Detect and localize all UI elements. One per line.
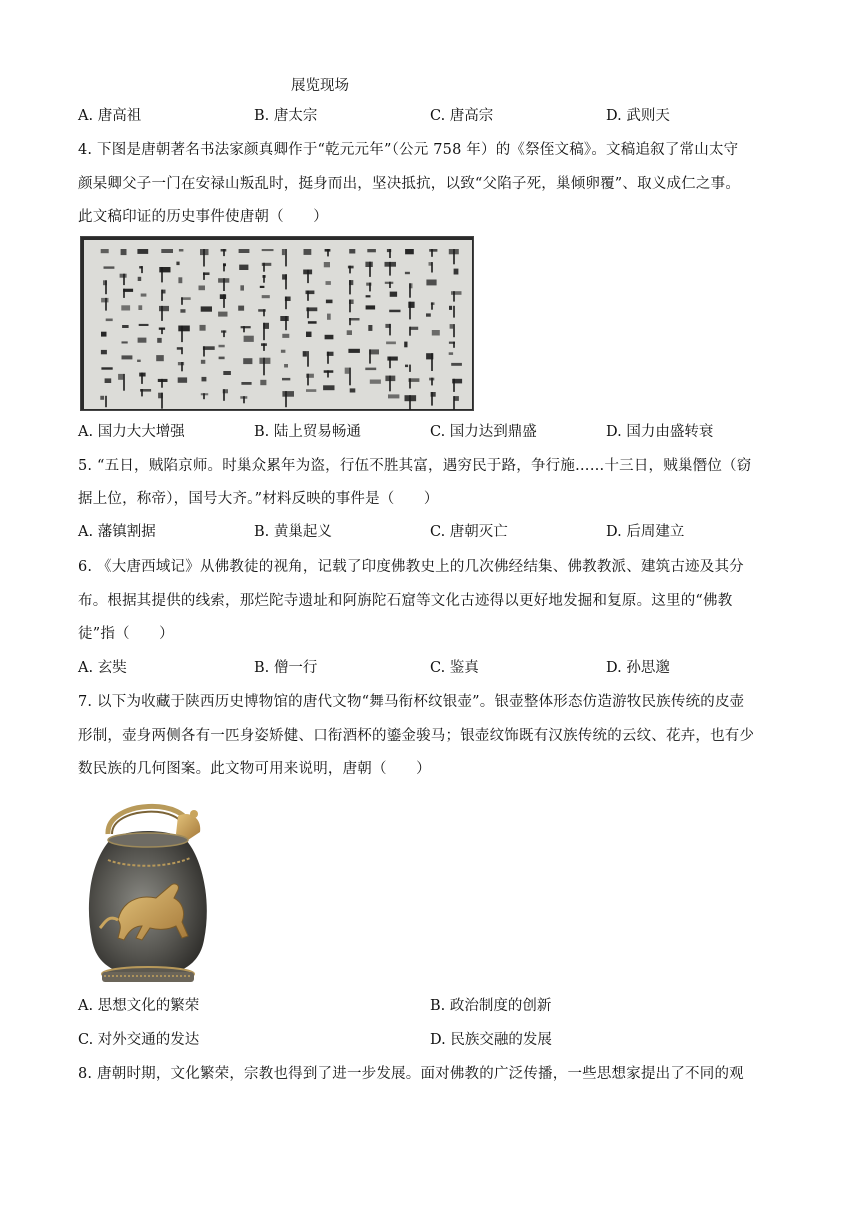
ink-stroke [243, 326, 245, 332]
ink-stroke [449, 352, 453, 355]
ink-stroke [141, 373, 143, 384]
ink-stroke [431, 353, 433, 371]
q4-stem-line-2: 颜杲卿父子一门在安禄山叛乱时，挺身而出，坚决抵抗，以致“父陷子死，巢倾卵覆”、取义成仁之事。 [78, 176, 741, 192]
ink-stroke [285, 297, 287, 310]
ink-stroke [453, 396, 455, 410]
ink-stroke [101, 350, 107, 354]
ink-stroke [141, 266, 143, 273]
q4-stem-line-1: 4. 下图是唐朝著名书法家颜真卿作于“乾元元年”（公元 758 年）的《祭侄文稿》。文稿追叙了常山太守 [78, 142, 739, 158]
ink-stroke [176, 262, 179, 266]
q7-stem-line-2: 形制，壶身两侧各有一匹身姿矫健、口衔酒杯的鎏金骏马；银壶纹饰既有汉族传统的云纹、花卉，也有少 [78, 728, 755, 744]
ink-stroke [389, 282, 391, 288]
ink-stroke [141, 389, 143, 396]
ink-stroke [347, 330, 352, 335]
ink-stroke [389, 357, 391, 369]
ink-stroke [241, 382, 251, 385]
ink-stroke [178, 326, 190, 332]
ink-stroke [307, 307, 309, 318]
ink-stroke [285, 391, 287, 407]
ink-stroke [104, 266, 115, 268]
ink-stroke [223, 249, 225, 256]
q5-stem-line-1: 5. “五日，贼陷京师。时巢众累年为盗，行伍不胜其富，遇穷民于路，争行施……十三日，贼巢僭位（窃 [78, 458, 752, 474]
ink-stroke [307, 270, 309, 284]
ink-stroke [285, 274, 287, 289]
ink-stroke [101, 367, 112, 369]
q5-option-b: B. 黄巢起义 [254, 524, 332, 540]
ink-stroke [105, 378, 112, 383]
ink-stroke [263, 343, 265, 351]
ink-stroke [202, 377, 207, 382]
ink-stroke [223, 263, 225, 271]
ink-stroke [223, 371, 231, 375]
q6-option-d: D. 孙思邈 [606, 660, 670, 676]
ink-stroke [263, 263, 265, 272]
q5-option-a: A. 藩镇割据 [78, 524, 156, 540]
q3-option-a: A. 唐高祖 [78, 108, 142, 124]
ink-stroke [263, 323, 265, 340]
q7-stem-line-3: 数民族的几何图案。此文物可用来说明，唐朝（ ） [78, 761, 431, 777]
ink-stroke [426, 313, 431, 316]
ink-stroke [431, 249, 433, 257]
ink-stroke [161, 306, 163, 321]
ink-stroke [282, 249, 285, 255]
silver-pot-image [78, 790, 218, 985]
ink-stroke [426, 280, 436, 286]
ink-stroke [262, 249, 274, 251]
q6-stem-line-2: 布。根据其提供的线索，那烂陀寺遗址和阿旃陀石窟等文化古迹得以更好地发掘和复原。这里的“佛教 [78, 593, 733, 609]
ink-stroke [389, 324, 391, 336]
ink-stroke [327, 314, 331, 320]
ink-stroke [327, 352, 329, 364]
ink-stroke [240, 285, 244, 290]
ink-stroke [219, 345, 225, 348]
ink-stroke [453, 291, 455, 301]
ink-stroke [431, 392, 433, 406]
ink-stroke [432, 330, 440, 336]
q4-stem-line-3: 此文稿印证的历史事件使唐朝（ ） [78, 209, 328, 225]
ink-stroke [181, 326, 183, 343]
ink-stroke [239, 265, 248, 270]
q6-option-c: C. 鉴真 [430, 660, 479, 676]
ink-stroke [388, 394, 399, 398]
ink-stroke [223, 330, 225, 337]
ink-stroke [370, 380, 381, 384]
ink-stroke [122, 355, 133, 359]
ink-stroke [238, 306, 244, 311]
ink-stroke [105, 396, 107, 407]
ink-stroke [123, 374, 125, 391]
ink-stroke [223, 294, 225, 308]
ink-stroke [121, 249, 127, 255]
q6-stem-line-1: 6. 《大唐西域记》从佛教徒的视角，记载了印度佛教史上的几次佛经结集、佛教教派、建筑古迹及其分 [78, 559, 744, 575]
q3-option-d: D. 武则天 [606, 108, 670, 124]
ink-stroke [138, 277, 142, 281]
ink-stroke [137, 249, 148, 254]
ink-stroke [138, 305, 142, 310]
ink-stroke [203, 393, 205, 399]
ink-stroke [220, 294, 226, 299]
ink-stroke [105, 298, 107, 311]
ink-stroke [260, 380, 266, 385]
ink-stroke [325, 335, 334, 340]
ink-stroke [409, 283, 411, 297]
ink-stroke [122, 341, 128, 343]
q4-option-b: B. 陆上贸易畅通 [254, 424, 361, 440]
ink-stroke [280, 316, 288, 321]
ink-stroke [243, 358, 252, 364]
ink-stroke [306, 332, 312, 337]
ink-stroke [324, 262, 330, 267]
ink-stroke [201, 306, 212, 311]
ink-stroke [218, 312, 227, 317]
ink-stroke [118, 374, 123, 380]
ink-stroke [369, 262, 371, 277]
ink-stroke [179, 249, 184, 252]
ink-stroke [159, 306, 169, 311]
ink-stroke [431, 378, 433, 386]
ink-stroke [431, 262, 433, 272]
ink-stroke [307, 291, 309, 301]
ink-stroke [203, 249, 205, 267]
q7-option-b: B. 政治制度的创新 [430, 998, 552, 1014]
q7-stem-line-1: 7. 以下为收藏于陕西历史博物馆的唐代文物“舞马衔杯纹银壶”。银壶整体形态仿造游牧民族传统的皮壶 [78, 694, 745, 710]
q6-option-b: B. 僧一行 [254, 660, 318, 676]
ink-stroke [367, 249, 376, 252]
q5-option-d: D. 后周建立 [606, 524, 685, 540]
ink-stroke [323, 385, 334, 390]
q7-option-d: D. 民族交融的发展 [430, 1032, 552, 1048]
ink-stroke [161, 290, 163, 301]
ink-stroke [161, 249, 173, 253]
ink-stroke [181, 347, 183, 354]
ink-stroke [409, 395, 411, 411]
q5-option-c: C. 唐朝灭亡 [430, 524, 508, 540]
image-caption: 展览现场 [291, 78, 349, 94]
q3-option-b: B. 唐太宗 [254, 108, 318, 124]
ink-stroke [284, 364, 288, 368]
ink-stroke [405, 365, 408, 368]
ink-stroke [180, 309, 185, 313]
ink-stroke [181, 362, 183, 371]
q8-stem-line-1: 8. 唐朝时期，文化繁荣，宗教也得到了进一步发展。面对佛教的广泛传播，一些思想家提出了不同的观 [78, 1066, 744, 1082]
ink-stroke [349, 280, 351, 294]
silver-pot-drawing [78, 790, 218, 985]
ink-stroke [349, 318, 351, 325]
ink-stroke [263, 309, 265, 316]
ink-stroke [389, 249, 391, 258]
ink-stroke [178, 377, 187, 382]
ink-stroke [263, 275, 265, 283]
q3-option-c: C. 唐高宗 [430, 108, 494, 124]
ink-stroke [304, 249, 312, 255]
ink-stroke [451, 291, 462, 295]
ink-stroke [405, 249, 414, 254]
ink-stroke [306, 389, 316, 392]
ink-stroke [409, 327, 411, 336]
ink-stroke [157, 338, 162, 343]
ink-stroke [429, 249, 437, 252]
ink-stroke [121, 305, 130, 310]
ink-stroke [101, 298, 108, 303]
calligraphy-manuscript-drawing [81, 237, 474, 411]
q4-option-a: A. 国力大大增强 [78, 424, 185, 440]
ink-stroke [178, 277, 182, 283]
ink-stroke [122, 325, 129, 328]
ink-stroke [451, 363, 462, 366]
ink-stroke [308, 321, 317, 324]
ink-stroke [239, 249, 250, 253]
ink-stroke [349, 249, 355, 254]
ink-stroke [161, 393, 163, 409]
ink-stroke [138, 338, 147, 343]
ink-stroke [349, 266, 351, 274]
ink-stroke [281, 350, 286, 353]
ink-stroke [450, 324, 454, 329]
ink-stroke [156, 355, 164, 361]
ink-stroke [431, 302, 433, 309]
ink-stroke [181, 297, 183, 305]
ink-stroke [282, 378, 290, 381]
ink-stroke [409, 365, 411, 372]
ink-stroke [368, 325, 372, 331]
ink-stroke [453, 249, 455, 264]
ink-stroke [453, 379, 455, 392]
ink-stroke [203, 272, 205, 280]
ink-stroke [345, 368, 350, 374]
ink-stroke [307, 351, 309, 367]
ink-stroke [348, 349, 360, 353]
ink-stroke [349, 368, 351, 386]
q4-option-d: D. 国力由盛转衰 [606, 424, 714, 440]
ink-stroke [366, 295, 371, 297]
ink-stroke [369, 349, 371, 363]
ink-stroke [350, 388, 356, 392]
ink-stroke [390, 292, 397, 297]
ink-stroke [303, 351, 307, 357]
ink-stroke [137, 360, 141, 362]
ink-stroke [263, 358, 265, 376]
ink-stroke [106, 319, 113, 322]
ink-stroke [410, 327, 418, 330]
ink-stroke [101, 249, 109, 253]
ink-stroke [243, 396, 245, 403]
ink-stroke [161, 379, 163, 388]
q5-stem-line-2: 据上位，称帝），国号大齐。”材料反映的事件是（ ） [78, 491, 439, 507]
ink-stroke [139, 324, 149, 326]
ink-stroke [453, 342, 455, 348]
ink-stroke [409, 302, 411, 320]
ink-stroke [386, 342, 396, 345]
q6-stem-line-3: 徒”指（ ） [78, 626, 174, 642]
ink-stroke [201, 360, 205, 364]
ink-stroke [389, 376, 391, 392]
ink-stroke [177, 347, 182, 350]
ink-stroke [453, 306, 455, 318]
ink-stroke [282, 334, 289, 338]
ink-stroke [262, 295, 270, 298]
ink-stroke [282, 391, 294, 397]
ink-stroke [365, 368, 376, 371]
ink-stroke [260, 286, 265, 288]
ink-stroke [326, 281, 331, 285]
ink-stroke [161, 328, 163, 335]
q6-option-a: A. 玄奘 [78, 660, 127, 676]
ink-stroke [326, 300, 333, 304]
ink-stroke [327, 249, 329, 256]
ink-stroke [223, 278, 225, 291]
ink-stroke [123, 289, 125, 298]
ink-stroke [387, 357, 397, 361]
ink-stroke [244, 336, 254, 342]
ink-stroke [409, 378, 411, 388]
ink-stroke [389, 310, 400, 313]
ink-stroke [241, 326, 251, 328]
ink-stroke [366, 305, 376, 309]
ink-stroke [285, 249, 287, 266]
ink-stroke [161, 267, 163, 282]
ink-stroke [159, 267, 170, 272]
ink-stroke [219, 357, 225, 360]
ink-stroke [453, 324, 455, 337]
ink-stroke [200, 325, 206, 331]
ink-stroke [349, 300, 351, 313]
ink-stroke [223, 389, 225, 401]
ink-stroke [306, 291, 315, 295]
ink-stroke [449, 306, 452, 310]
calligraphy-image [80, 236, 474, 411]
ink-stroke [307, 374, 309, 386]
q7-option-c: C. 对外交通的发达 [78, 1032, 200, 1048]
ink-stroke [285, 316, 287, 330]
ink-stroke [405, 272, 410, 274]
ink-stroke [404, 342, 407, 348]
ink-stroke [101, 332, 107, 337]
ink-stroke [389, 262, 391, 276]
ink-stroke [327, 370, 329, 377]
ink-stroke [100, 396, 104, 400]
ink-stroke [123, 274, 125, 285]
ink-stroke [203, 346, 205, 356]
q4-option-c: C. 国力达到鼎盛 [430, 424, 537, 440]
q7-option-a: A. 思想文化的繁荣 [78, 998, 200, 1014]
ink-stroke [199, 286, 206, 291]
ink-stroke [369, 283, 371, 292]
ink-stroke [141, 294, 147, 297]
ink-stroke [454, 269, 459, 275]
ink-stroke [105, 280, 107, 294]
